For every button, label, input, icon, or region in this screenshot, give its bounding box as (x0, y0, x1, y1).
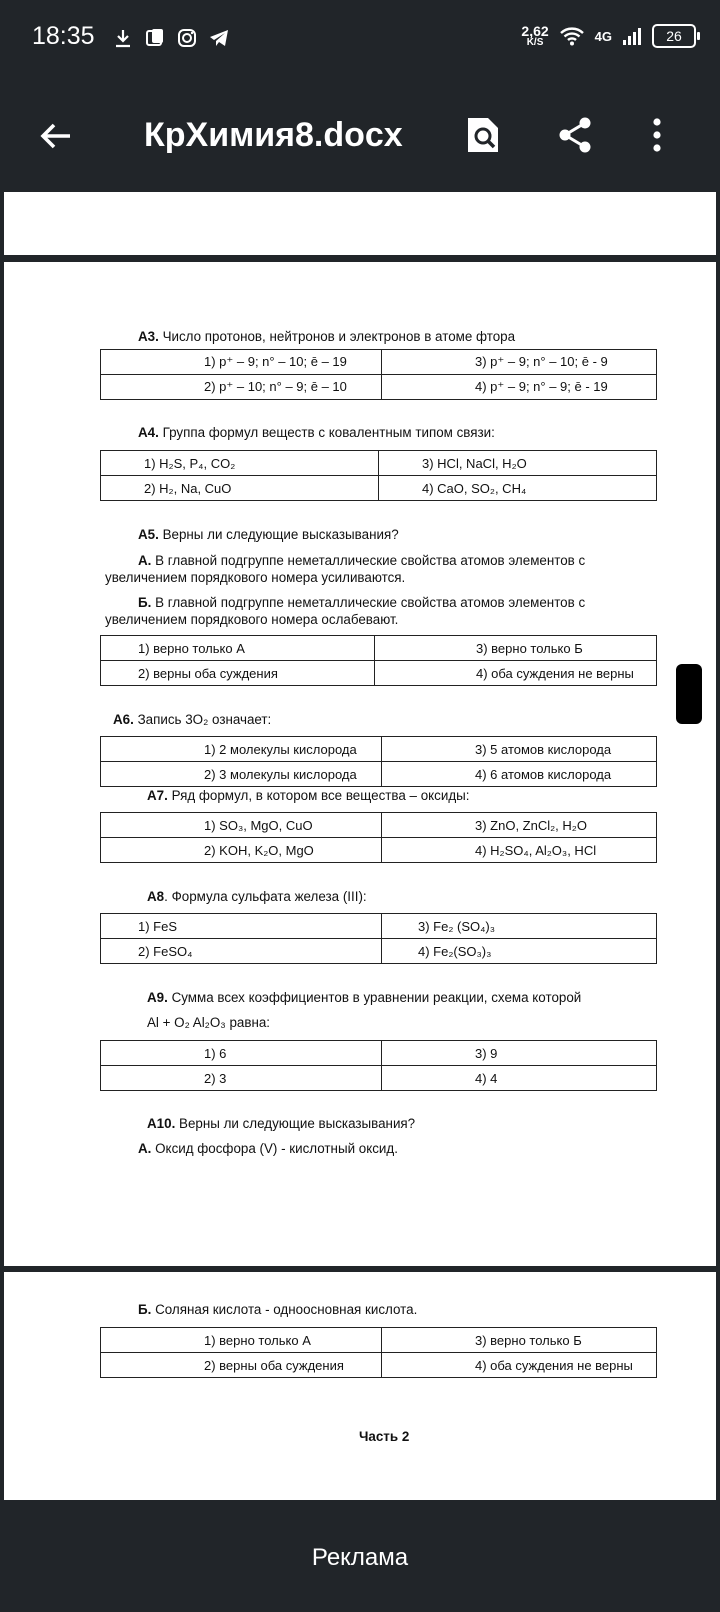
question-number: А3. (138, 329, 159, 344)
statement-a (105, 552, 645, 586)
option-3: 3) верно только Б (476, 640, 583, 656)
network-speed (521, 24, 548, 48)
options-table-a6 (100, 736, 657, 787)
question-number: А7. (147, 788, 168, 803)
options-table-a10 (100, 1327, 657, 1378)
options-table-a7 (100, 812, 657, 863)
statement-b (105, 594, 645, 628)
question-number: А4. (138, 425, 159, 440)
network-speed-value: 2,62 (521, 23, 549, 39)
option-1: 1) FeS (138, 918, 178, 934)
search-in-document-icon[interactable] (462, 114, 504, 156)
options-table-a4 (100, 450, 657, 501)
option-1: 1) 2 молекулы кислорода (204, 741, 357, 757)
option-2: 2) верны оба суждения (138, 665, 278, 681)
options-table-a3 (100, 349, 657, 400)
network-type: 4G (594, 28, 612, 44)
question-text: Ряд формул, в котором все вещества – оксиды: (171, 788, 470, 803)
option-4: 4) 6 атомов кислорода (475, 766, 612, 782)
option-3: 3) верно только Б (475, 1332, 582, 1348)
wifi-icon (559, 25, 585, 47)
statement-text: Соляная кислота - одноосновная кислота. (155, 1302, 418, 1317)
instagram-icon (176, 27, 198, 49)
question-text: Верны ли следующие высказывания? (179, 1116, 416, 1131)
statement-b (138, 1302, 417, 1317)
question-a10 (147, 1116, 415, 1131)
option-4: 4) CaO, SO₂, CH₄ (422, 480, 527, 496)
question-text: Сумма всех коэффициентов в уравнении реакции, схема которой (171, 990, 582, 1005)
question-a8 (147, 889, 367, 904)
question-text: Группа формул веществ с ковалентным типом связи: (162, 425, 495, 440)
option-2: 2) верны оба суждения (204, 1357, 344, 1373)
part-heading: Часть 2 (359, 1429, 410, 1444)
download-icon (112, 27, 134, 49)
statement-text: В главной подгруппе неметаллические свойства атомов элементов с увеличением порядкового номера ослабевают. (105, 595, 586, 627)
question-number: А8 (147, 889, 165, 904)
statement-text: В главной подгруппе неметаллические свойства атомов элементов с увеличением порядкового номера усиливаются. (105, 553, 586, 585)
option-2: 2) FeSO₄ (138, 943, 193, 959)
question-number: А10. (147, 1116, 176, 1131)
option-3: 3) 5 атомов кислорода (475, 741, 612, 757)
question-text: Запись 3О₂ означает: (137, 712, 272, 727)
option-4: 4) H₂SO₄, Al₂O₃, HCl (475, 842, 597, 858)
option-4: 4) 4 (475, 1070, 498, 1086)
option-2: 2) H₂, Na, CuO (144, 480, 232, 496)
question-number: А9. (147, 990, 168, 1005)
statement-text: Оксид фосфора (V) - кислотный оксид. (155, 1141, 398, 1156)
document-title: КрХимия8.docx (144, 116, 403, 154)
question-text: . Формула сульфата железа (III): (164, 889, 367, 904)
option-3: 3) Fe₂ (SO₄)₃ (418, 918, 496, 934)
statement-label: А. (138, 1141, 152, 1156)
option-2: 2) 3 молекулы кислорода (204, 766, 357, 782)
question-a6 (113, 712, 271, 727)
ad-banner[interactable] (0, 1500, 720, 1612)
back-arrow-icon[interactable] (36, 116, 76, 156)
document-page-previous (4, 192, 716, 255)
option-3: 3) ZnO, ZnCl₂, H₂O (475, 817, 587, 833)
telegram-icon (208, 27, 230, 49)
question-text: Верны ли следующие высказывания? (162, 527, 399, 542)
option-4: 4) оба суждения не верны (476, 665, 634, 681)
option-1: 1) верно только А (204, 1332, 311, 1348)
ad-label: Реклама (311, 1544, 409, 1571)
option-1: 1) H₂S, P₄, CO₂ (144, 455, 236, 471)
option-1: 1) p⁺ – 9; n° – 10; ē – 19 (204, 354, 347, 369)
question-number: А6. (113, 712, 134, 727)
option-3: 3) HCl, NaCl, H₂O (422, 455, 527, 471)
share-icon[interactable] (554, 114, 596, 156)
option-2: 2) p⁺ – 10; n° – 9; ē – 10 (204, 379, 347, 394)
question-text: Число протонов, нейтронов и электронов в атоме фтора (162, 329, 516, 344)
option-2: 2) KOH, K₂O, MgO (204, 842, 314, 858)
statement-label: Б. (138, 595, 152, 610)
more-options-icon[interactable] (636, 114, 678, 156)
app-toolbar (0, 82, 720, 192)
option-3: 3) p⁺ – 9; n° – 10; ē - 9 (475, 354, 608, 369)
option-3: 3) 9 (475, 1045, 498, 1061)
options-table-a5 (100, 635, 657, 686)
option-1: 1) SO₃, MgO, CuO (204, 817, 313, 833)
statement-a (138, 1141, 398, 1156)
question-a9-equation: Al + O₂ Al₂O₃ равна: (147, 1015, 271, 1030)
app-icon (144, 27, 166, 49)
statement-label: Б. (138, 1302, 152, 1317)
question-a7 (147, 788, 470, 803)
document-page-next (4, 1272, 716, 1500)
option-1: 1) 6 (204, 1045, 227, 1061)
battery-indicator (652, 24, 696, 48)
signal-icon (622, 25, 642, 47)
status-time: 18:35 (32, 22, 95, 50)
battery-level: 26 (666, 28, 682, 44)
question-a9 (147, 990, 581, 1005)
document-page (4, 262, 716, 1266)
option-4: 4) Fe₂(SO₃)₃ (418, 943, 492, 959)
network-speed-unit: K/S (526, 37, 544, 48)
question-a4 (138, 425, 495, 440)
option-4: 4) оба суждения не верны (475, 1357, 633, 1373)
question-a3 (138, 329, 515, 344)
option-2: 2) 3 (204, 1070, 227, 1086)
question-number: А5. (138, 527, 159, 542)
option-1: 1) верно только А (138, 640, 245, 656)
question-a5 (138, 527, 399, 542)
status-right (521, 24, 696, 48)
option-4: 4) p⁺ – 9; n° – 9; ē - 19 (475, 379, 608, 394)
scrollbar-thumb[interactable] (676, 664, 702, 724)
options-table-a9 (100, 1040, 657, 1091)
status-bar (0, 0, 720, 80)
statement-label: А. (138, 553, 152, 568)
notification-icons (112, 27, 230, 49)
options-table-a8 (100, 913, 657, 964)
